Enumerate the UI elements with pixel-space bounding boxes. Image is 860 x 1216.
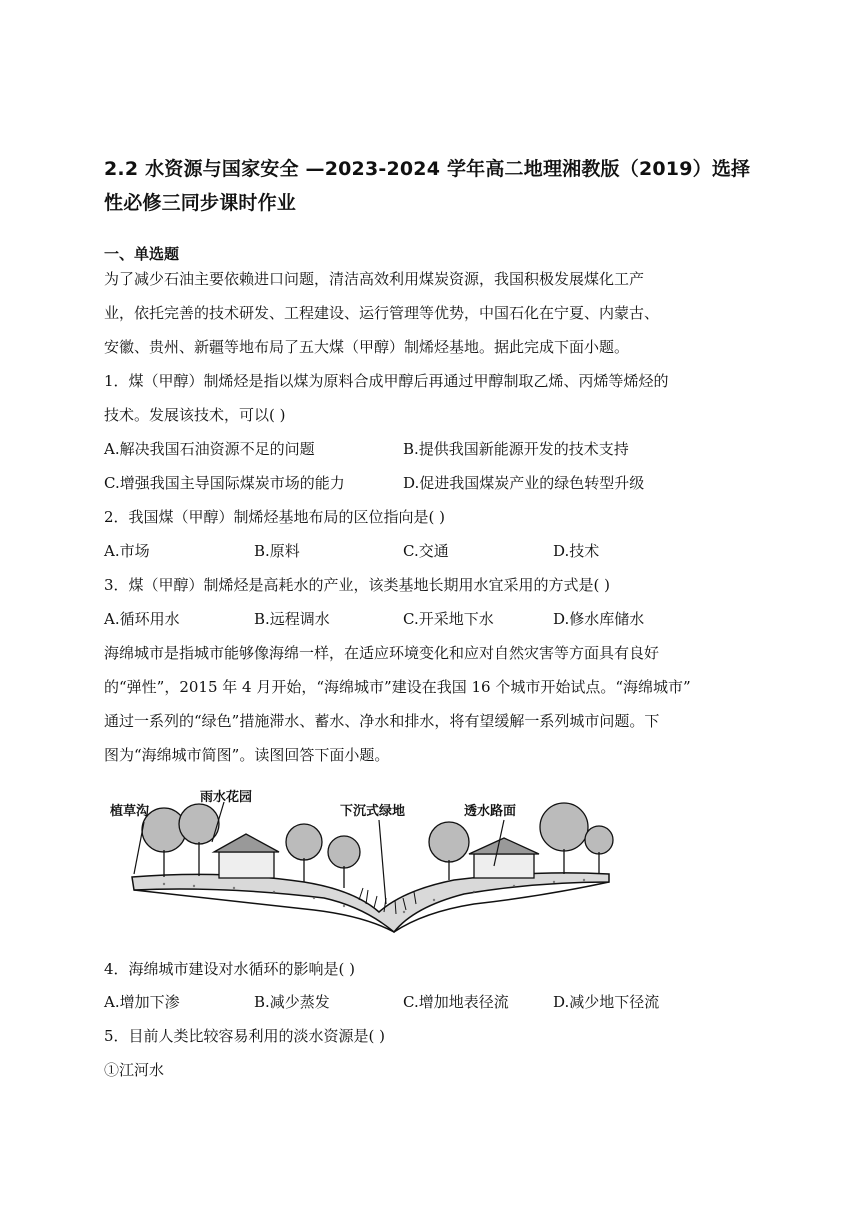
q1-option-d[interactable]: D.促进我国煤炭产业的绿色转型升级 bbox=[403, 474, 645, 492]
passage1-line: 安徽、贵州、新疆等地布局了五大煤（甲醇）制烯烃基地。据此完成下面小题。 bbox=[104, 338, 630, 356]
question-5-stem: 5．目前人类比较容易利用的淡水资源是( ) bbox=[104, 1027, 386, 1045]
q5-option-1[interactable]: ①江河水 bbox=[104, 1061, 165, 1079]
q1-option-a[interactable]: A.解决我国石油资源不足的问题 bbox=[104, 440, 315, 458]
q4-option-a[interactable]: A.增加下渗 bbox=[104, 993, 180, 1011]
passage2-line: 图为“海绵城市简图”。读图回答下面小题。 bbox=[104, 746, 390, 764]
question-3-stem: 3．煤（甲醇）制烯烃是高耗水的产业，该类基地长期用水宜采用的方式是( ) bbox=[104, 576, 611, 594]
label-grass-swale: 植草沟 bbox=[110, 804, 150, 819]
q2-option-c[interactable]: C.交通 bbox=[403, 542, 449, 560]
q4-option-c[interactable]: C.增加地表径流 bbox=[403, 993, 509, 1011]
q2-option-a[interactable]: A.市场 bbox=[104, 542, 150, 560]
q3-option-a[interactable]: A.循环用水 bbox=[104, 610, 180, 628]
q4-option-d[interactable]: D.减少地下径流 bbox=[553, 993, 660, 1011]
sponge-city-diagram bbox=[104, 782, 624, 942]
document-title: 2.2 水资源与国家安全 —2023-2024 学年高二地理湘教版（2019）选择性必修三同步课时作业 bbox=[104, 158, 751, 214]
passage1-line: 业，依托完善的技术研发、工程建设、运行管理等优势，中国石化在宁夏、内蒙古、 bbox=[104, 304, 660, 322]
q3-option-c[interactable]: C.开采地下水 bbox=[403, 610, 494, 628]
q2-option-b[interactable]: B.原料 bbox=[254, 542, 300, 560]
passage2-line: 通过一系列的“绿色”措施滞水、蓄水、净水和排水，将有望缓解一系列城市问题。下 bbox=[104, 712, 660, 730]
label-rain-garden: 雨水花园 bbox=[200, 790, 253, 805]
q2-option-d[interactable]: D.技术 bbox=[553, 542, 600, 560]
q1-option-c[interactable]: C.增强我国主导国际煤炭市场的能力 bbox=[104, 474, 345, 492]
q3-option-d[interactable]: D.修水库储水 bbox=[553, 610, 645, 628]
q4-option-b[interactable]: B.减少蒸发 bbox=[254, 993, 330, 1011]
question-2-stem: 2．我国煤（甲醇）制烯烃基地布局的区位指向是( ) bbox=[104, 508, 446, 526]
passage2-line: 海绵城市是指城市能够像海绵一样，在适应环境变化和应对自然灾害等方面具有良好 bbox=[104, 644, 660, 662]
q3-option-b[interactable]: B.远程调水 bbox=[254, 610, 330, 628]
question-1-stem: 1．煤（甲醇）制烯烃是指以煤为原料合成甲醇后再通过甲醇制取乙烯、丙烯等烯烃的 bbox=[104, 372, 669, 390]
passage2-line: 的“弹性”，2015 年 4 月开始，“海绵城市”建设在我国 16 个城市开始试点。“海绵城市” bbox=[104, 678, 691, 696]
passage1-line: 为了减少石油主要依赖进口问题，清洁高效利用煤炭资源，我国积极发展煤化工产 bbox=[104, 270, 645, 288]
label-sunken-green: 下沉式绿地 bbox=[340, 804, 406, 819]
label-permeable-pavement: 透水路面 bbox=[464, 804, 517, 819]
section-heading: 一、单选题 bbox=[104, 245, 180, 263]
question-4-stem: 4．海绵城市建设对水循环的影响是( ) bbox=[104, 960, 356, 978]
question-1-stem: 技术。发展该技术，可以( ) bbox=[104, 406, 286, 424]
q1-option-b[interactable]: B.提供我国新能源开发的技术支持 bbox=[403, 440, 629, 458]
